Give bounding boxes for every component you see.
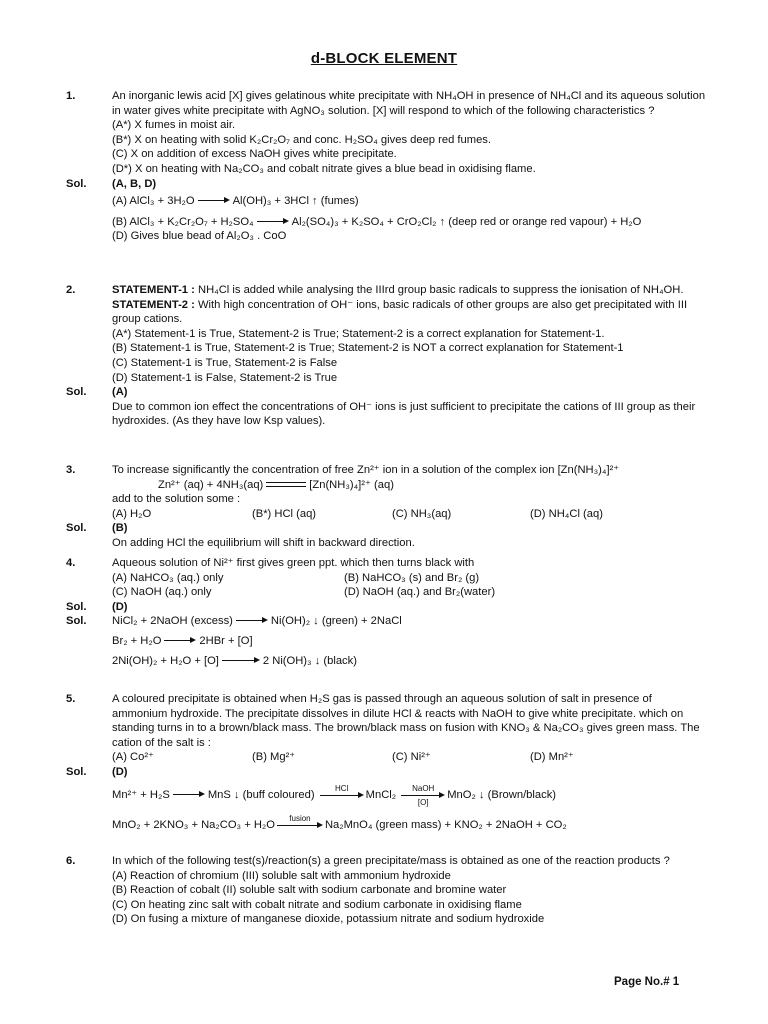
option: (B*) X on heating with solid K₂Cr₂O₇ and conc. H₂SO₄ gives deep red fumes. xyxy=(112,133,491,146)
answer: (D) xyxy=(112,765,128,778)
statement-label: STATEMENT-2 : xyxy=(112,298,195,311)
option: (D) Mn²⁺ xyxy=(530,751,574,764)
option: (D*) X on heating with Na₂CO₃ and cobalt nitrate gives a blue bead in oxidising flame. xyxy=(112,162,536,175)
equation: NiCl₂ + 2NaOH (excess) Ni(OH)₂ ↓ (green) + 2NaCl xyxy=(112,615,402,628)
arrow-icon: HCl xyxy=(320,784,364,806)
option: (B) Statement-1 is True, Statement-2 is True; Statement-2 is NOT a correct explanation for Statement-1 xyxy=(112,342,624,355)
equation: (D) Gives blue bead of Al₂O₃ . CoO xyxy=(112,230,287,243)
page-title: d-BLOCK ELEMENT xyxy=(310,50,458,67)
option: (C) Statement-1 is True, Statement-2 is False xyxy=(112,356,338,369)
equation: Br₂ + H₂O 2HBr + [O] xyxy=(112,634,253,647)
arrow-icon xyxy=(173,791,205,799)
explanation: On adding HCl the equilibrium will shift in backward direction. xyxy=(112,536,415,549)
question-text: To increase significantly the concentration of free Zn²⁺ ion in a solution of the complex ion [Zn(NH₃)₄]²⁺ xyxy=(112,464,620,476)
arrow-icon: fusion xyxy=(277,814,323,836)
equation: Mn²⁺ + H₂S MnS ↓ (buff coloured) HCl MnCl₂ NaOH [O] MnO₂ ↓ (Brown/black) xyxy=(112,783,557,807)
explanation: Due to common ion effect the concentrations of OH⁻ ions is just sufficient to precipitate the cations of III group as their hydroxides. (As they have low Ksp values). xyxy=(112,400,696,428)
statement-label: STATEMENT-1 : xyxy=(112,284,195,296)
page-number: Page No.# 1 xyxy=(614,976,680,988)
option: (A*) Statement-1 is True, Statement-2 is True; Statement-2 is a correct explanation for Statement-1. xyxy=(112,327,605,340)
option: (D) NaOH (aq.) and Br₂(water) xyxy=(344,586,496,599)
question-text: In which of the following test(s)/reaction(s) a green precipitate/mass is obtained as one of the reaction products ? xyxy=(112,855,670,867)
question-text: A coloured precipitate is obtained when H₂S gas is passed through an aqueous solution of salt in presence of ammonium hydroxide. The precipitate dissolves in dilute HCl & reacts with NaOH to give white precipitate. which on standing turns in to a brown/black mass. The brown/black mass on fusion with KNO₃ & Na₂CO₃ gives green mass. The cation of the salt is : xyxy=(112,693,700,749)
question-number: 1. xyxy=(66,90,76,102)
option: (A) Reaction of chromium (III) soluble salt with ammonium hydroxide xyxy=(112,869,451,882)
equation: (B) AlCl₃ + K₂Cr₂O₇ + H₂SO₄ Al₂(SO₄)₃ + K₂SO₄ + CrO₂Cl₂ ↑ (deep red or orange red vapour) + H₂O xyxy=(112,215,642,228)
arrow-icon xyxy=(257,218,289,226)
question-5 xyxy=(66,692,706,836)
option: (B) Reaction of cobalt (II) soluble salt with sodium carbonate and bromine water xyxy=(112,884,507,897)
statement-text: With high concentration of OH⁻ ions, basic radicals of other groups are also get precipitated with III group cations. xyxy=(112,298,688,326)
arrow-icon: NaOH [O] xyxy=(401,784,445,806)
answer: (A, B, D) xyxy=(112,177,157,190)
question-number: 3. xyxy=(66,464,76,476)
question-3 xyxy=(66,463,706,551)
option: (A) H₂O xyxy=(112,507,152,520)
question-text: add to the solution some : xyxy=(112,493,241,506)
answer: (B) xyxy=(112,522,128,535)
option: (D) NH₄Cl (aq) xyxy=(530,507,603,520)
question-number: 2. xyxy=(66,284,76,296)
arrow-icon xyxy=(236,617,268,625)
solution-label: Sol. xyxy=(66,600,87,613)
arrow-icon xyxy=(222,657,260,665)
equation: 2Ni(OH)₂ + H₂O + [O] 2 Ni(OH)₃ ↓ (black) xyxy=(112,654,357,667)
solution-label: Sol. xyxy=(66,522,87,535)
option: (D) On fusing a mixture of manganese dioxide, potassium nitrate and sodium hydroxide xyxy=(112,913,545,926)
equation: MnO₂ + 2KNO₃ + Na₂CO₃ + H₂O fusion Na₂MnO₄ (green mass) + KNO₂ + 2NaOH + CO₂ xyxy=(112,814,706,836)
equilibrium-icon xyxy=(266,480,306,490)
question-number: 6. xyxy=(66,855,76,867)
solution-label: Sol. xyxy=(66,177,87,190)
option: (C) Ni²⁺ xyxy=(392,751,431,764)
statement-text: NH₄Cl is added while analysing the IIIrd group basic radicals to suppress the ionisation of NH₄OH. xyxy=(197,284,684,296)
answer: (D) xyxy=(112,600,128,613)
option: (C) NH₃(aq) xyxy=(392,507,452,520)
solution-label: Sol. xyxy=(66,615,87,628)
question-text: An inorganic lewis acid [X] gives gelatinous white precipitate with NH₄OH in presence of NH₄Cl and its aqueous solution in water gives white precipitate with AgNO₃ solution. [X] will respond to which of the following characteristics ? xyxy=(112,90,706,117)
option: (B) NaHCO₃ (s) and Br₂ (g) xyxy=(344,571,480,584)
answer: (A) xyxy=(112,386,128,399)
option: (A*) X fumes in moist air. xyxy=(112,119,236,132)
option: (B) Mg²⁺ xyxy=(252,751,296,764)
question-number: 5. xyxy=(66,693,76,705)
solution-label: Sol. xyxy=(66,386,87,399)
question-text: Aqueous solution of Ni²⁺ first gives green ppt. which then turns black with xyxy=(112,557,475,569)
option: (D) Statement-1 is False, Statement-2 is True xyxy=(112,371,338,384)
option: (C) On heating zinc salt with cobalt nitrate and sodium carbonate in oxidising flame xyxy=(112,898,522,911)
arrow-icon xyxy=(164,637,196,645)
option: (C) NaOH (aq.) only xyxy=(112,586,212,599)
option: (C) X on addition of excess NaOH gives white precipitate. xyxy=(112,148,397,161)
option: (A) Co²⁺ xyxy=(112,751,154,764)
question-4 xyxy=(66,556,706,668)
question-2 xyxy=(66,283,706,429)
solution-label: Sol. xyxy=(66,765,87,778)
option: (A) NaHCO₃ (aq.) only xyxy=(112,571,224,584)
option: (B*) HCl (aq) xyxy=(252,507,317,520)
question-number: 4. xyxy=(66,557,76,569)
arrow-icon xyxy=(198,197,230,205)
equation: (A) AlCl₃ + 3H₂O Al(OH)₃ + 3HCl ↑ (fumes) xyxy=(112,195,359,208)
question-1 xyxy=(66,89,706,244)
question-6 xyxy=(66,854,706,927)
equation: Zn²⁺ (aq) + 4NH₃(aq) [Zn(NH₃)₄]²⁺ (aq) xyxy=(158,478,394,491)
